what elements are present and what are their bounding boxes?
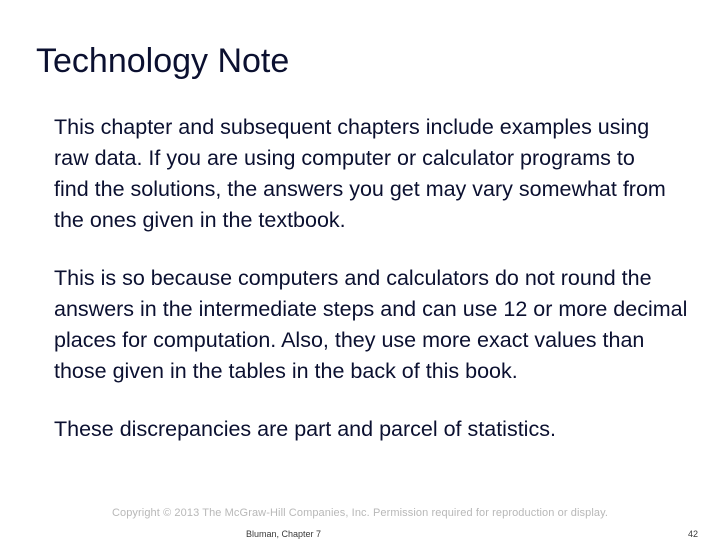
slide-body (54, 112, 694, 445)
paragraph-raw-data: This chapter and subsequent chapters include examples using raw data. If you are using computer or calculator programs to find the solutions, the answers you get may vary somewhat from the ones given in the textbook. (54, 115, 666, 232)
paragraph-discrepancies: These discrepancies are part and parcel of statistics. (54, 417, 556, 441)
paragraph-rounding: This is so because computers and calculators do not round the answers in the intermediate steps and can use 12 or more decimal places for computation. Also, they use more exact values than those given in the tables in the back of this book. (54, 266, 688, 383)
footer-chapter: Bluman, Chapter 7 (246, 529, 322, 539)
slide-title: Technology Note (36, 42, 290, 80)
page-number: 42 (687, 529, 698, 539)
copyright-text: Copyright © 2013 The McGraw-Hill Companies, Inc. Permission required for reproduction or display. (111, 507, 609, 519)
copyright-notice (0, 507, 720, 519)
